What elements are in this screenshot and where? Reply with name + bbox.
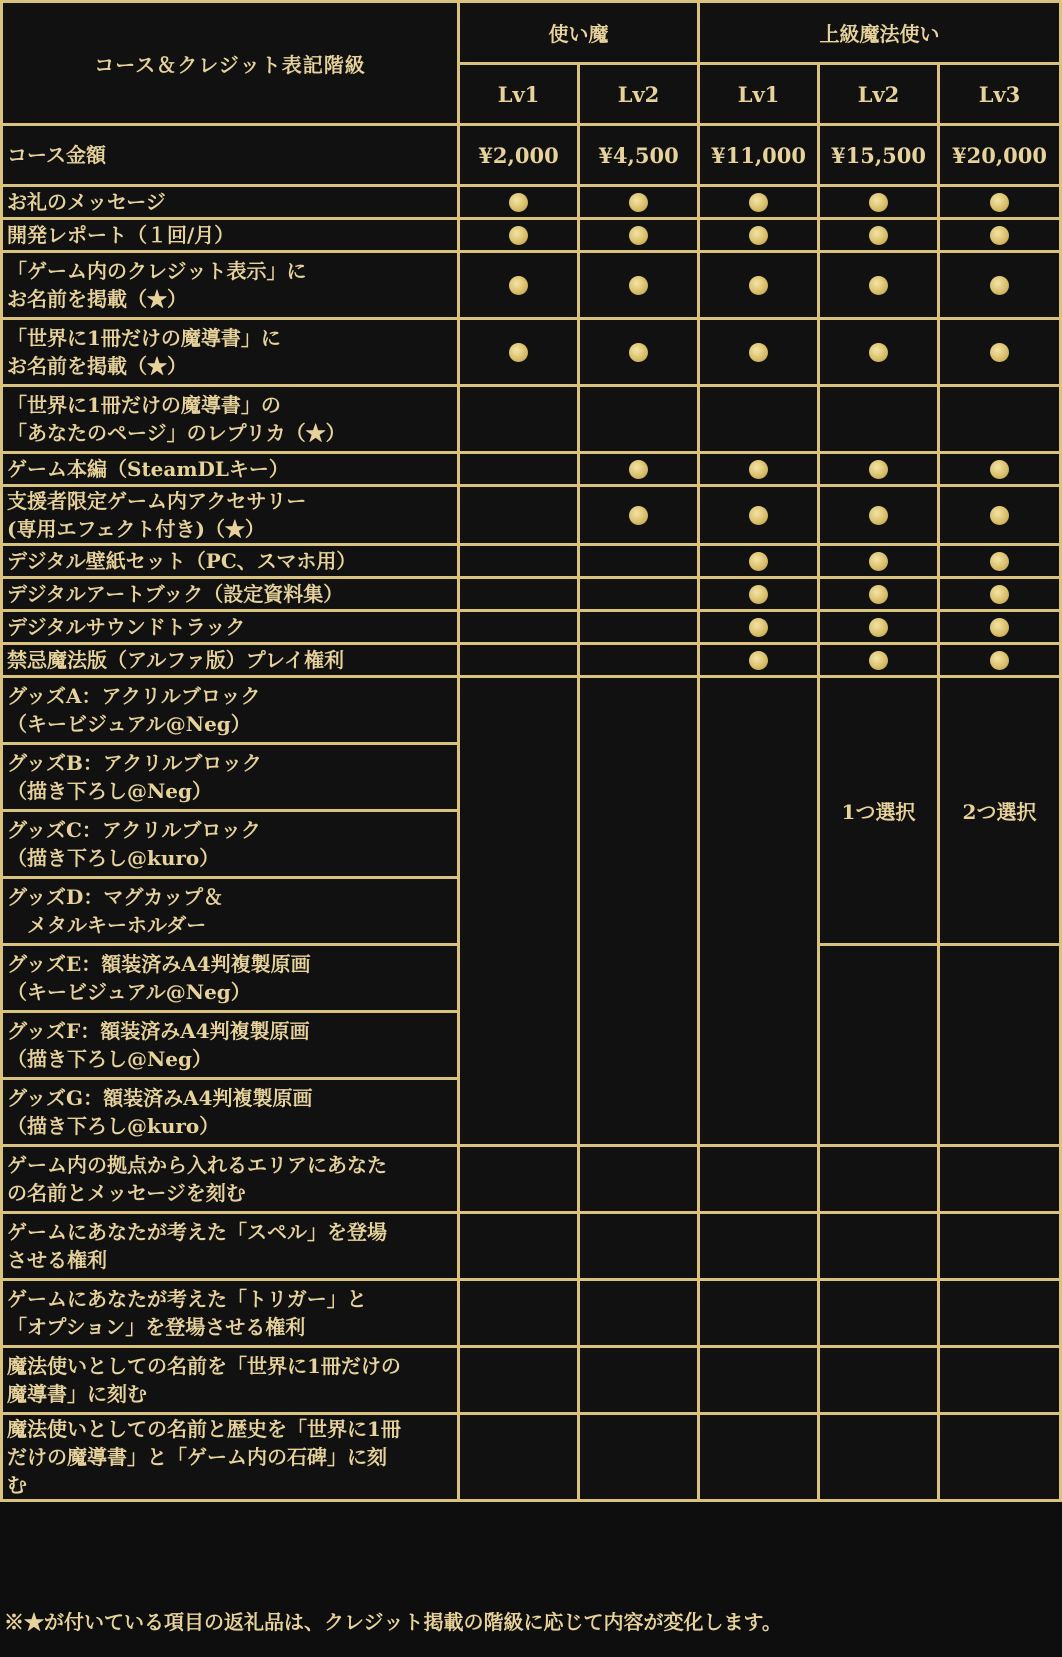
included-dot-icon xyxy=(749,343,768,362)
empty-cell xyxy=(460,546,577,576)
empty-cell xyxy=(460,1281,577,1345)
header-row-groups xyxy=(3,3,1059,62)
benefit-label: デジタルアートブック（設定資料集） xyxy=(3,579,457,609)
included-cell xyxy=(460,220,577,250)
empty-cell xyxy=(460,1415,577,1499)
price-label: コース金額 xyxy=(3,126,457,184)
included-cell xyxy=(580,187,697,217)
price-cell: ¥20,000 xyxy=(940,126,1059,184)
included-dot-icon xyxy=(749,585,768,604)
empty-cell xyxy=(940,1415,1059,1499)
included-cell xyxy=(940,612,1059,642)
empty-cell xyxy=(580,579,697,609)
included-cell xyxy=(940,320,1059,384)
included-cell xyxy=(820,487,937,543)
framed-goods-label: グッズG：額装済みA4判複製原画 （描き下ろし@kuro） xyxy=(3,1080,457,1144)
empty-cell xyxy=(700,1214,817,1278)
included-dot-icon xyxy=(869,343,888,362)
benefit-row xyxy=(3,253,1059,317)
price-cell: ¥2,000 xyxy=(460,126,577,184)
price-cell: ¥15,500 xyxy=(820,126,937,184)
benefit-label: 「世界に1冊だけの魔導書」に お名前を掲載（★） xyxy=(3,320,457,384)
included-dot-icon xyxy=(749,506,768,525)
empty-cell xyxy=(700,387,817,451)
benefit-row xyxy=(3,387,1059,451)
level-header: Lv1 xyxy=(700,65,817,123)
empty-cell xyxy=(460,579,577,609)
empty-cell xyxy=(820,387,937,451)
included-dot-icon xyxy=(749,193,768,212)
empty-cell xyxy=(940,1214,1059,1278)
included-dot-icon xyxy=(869,226,888,245)
benefit-label: ゲーム本編（SteamDLキー） xyxy=(3,454,457,484)
extra-reward-label: ゲームにあなたが考えた「トリガー」と 「オプション」を登場させる権利 xyxy=(3,1281,457,1345)
extra-reward-label: ゲーム内の拠点から入れるエリアにあなた の名前とメッセージを刻む xyxy=(3,1147,457,1211)
included-cell xyxy=(700,454,817,484)
included-dot-icon xyxy=(749,276,768,295)
included-dot-icon xyxy=(990,618,1009,637)
empty-cell xyxy=(700,1281,817,1345)
included-dot-icon xyxy=(990,585,1009,604)
included-cell xyxy=(580,454,697,484)
included-cell xyxy=(460,320,577,384)
benefit-label: デジタルサウンドトラック xyxy=(3,612,457,642)
benefit-label: 「世界に1冊だけの魔導書」の 「あなたのページ」のレプリカ（★） xyxy=(3,387,457,451)
empty-cell xyxy=(820,1281,937,1345)
empty-cell xyxy=(460,454,577,484)
included-cell xyxy=(700,187,817,217)
included-cell xyxy=(820,320,937,384)
included-cell xyxy=(700,220,817,250)
included-cell xyxy=(820,253,937,317)
included-cell xyxy=(700,487,817,543)
empty-cell xyxy=(580,1147,697,1211)
level-header: Lv2 xyxy=(580,65,697,123)
included-dot-icon xyxy=(629,193,648,212)
included-dot-icon xyxy=(749,651,768,670)
benefit-label: 「ゲーム内のクレジット表示」に お名前を掲載（★） xyxy=(3,253,457,317)
included-cell xyxy=(940,487,1059,543)
benefit-row xyxy=(3,187,1059,217)
included-cell xyxy=(820,187,937,217)
included-cell xyxy=(820,645,937,675)
empty-cell xyxy=(580,1348,697,1412)
included-cell xyxy=(700,579,817,609)
empty-cell xyxy=(700,678,817,1144)
empty-cell xyxy=(820,946,937,1144)
extra-reward-label: ゲームにあなたが考えた「スペル」を登場 させる権利 xyxy=(3,1214,457,1278)
table-title-cell: コース＆クレジット表記階級 xyxy=(3,3,457,123)
benefit-label: 支援者限定ゲーム内アクセサリー (専用エフェクト付き)（★） xyxy=(3,487,457,543)
included-cell xyxy=(460,253,577,317)
included-dot-icon xyxy=(990,276,1009,295)
empty-cell xyxy=(580,546,697,576)
extra-reward-row xyxy=(3,1147,1059,1211)
level-header: Lv2 xyxy=(820,65,937,123)
select-one-cell: 1つ選択 xyxy=(820,678,937,943)
footnote: ※★が付いている項目の返礼品は、クレジット掲載の階級に応じて内容が変化します。 xyxy=(4,1610,782,1634)
goods-label: グッズB：アクリルブロック （描き下ろし@Neg） xyxy=(3,745,457,809)
extra-reward-row xyxy=(3,1348,1059,1412)
included-cell xyxy=(820,579,937,609)
included-cell xyxy=(580,220,697,250)
included-cell xyxy=(820,546,937,576)
empty-cell xyxy=(580,678,697,1144)
empty-cell xyxy=(580,612,697,642)
included-dot-icon xyxy=(749,552,768,571)
goods-label: グッズC：アクリルブロック （描き下ろし@kuro） xyxy=(3,812,457,876)
empty-cell xyxy=(940,387,1059,451)
included-dot-icon xyxy=(990,193,1009,212)
benefit-row xyxy=(3,487,1059,543)
included-dot-icon xyxy=(869,585,888,604)
included-cell xyxy=(700,546,817,576)
empty-cell xyxy=(460,1348,577,1412)
benefit-label: 開発レポート（１回/月） xyxy=(3,220,457,250)
included-cell xyxy=(700,253,817,317)
empty-cell xyxy=(820,1214,937,1278)
extra-reward-row xyxy=(3,1415,1059,1499)
empty-cell xyxy=(460,678,577,1144)
included-dot-icon xyxy=(749,226,768,245)
included-dot-icon xyxy=(990,343,1009,362)
included-dot-icon xyxy=(869,651,888,670)
included-dot-icon xyxy=(509,226,528,245)
included-dot-icon xyxy=(990,506,1009,525)
framed-goods-label: グッズF：額装済みA4判複製原画 （描き下ろし@Neg） xyxy=(3,1013,457,1077)
benefit-row xyxy=(3,546,1059,576)
group-advanced-wizard: 上級魔法使い xyxy=(700,3,1059,62)
included-dot-icon xyxy=(990,651,1009,670)
included-dot-icon xyxy=(869,460,888,479)
included-dot-icon xyxy=(869,193,888,212)
extra-reward-row xyxy=(3,1281,1059,1345)
empty-cell xyxy=(820,1348,937,1412)
group-familiar: 使い魔 xyxy=(460,3,697,62)
empty-cell xyxy=(820,1415,937,1499)
included-dot-icon xyxy=(869,552,888,571)
included-dot-icon xyxy=(869,506,888,525)
included-dot-icon xyxy=(629,506,648,525)
included-cell xyxy=(580,320,697,384)
included-dot-icon xyxy=(869,618,888,637)
included-cell xyxy=(940,645,1059,675)
level-header: Lv3 xyxy=(940,65,1059,123)
empty-cell xyxy=(580,645,697,675)
included-cell xyxy=(940,454,1059,484)
benefit-label: デジタル壁紙セット（PC、スマホ用） xyxy=(3,546,457,576)
included-dot-icon xyxy=(749,460,768,479)
extra-reward-label: 魔法使いとしての名前を「世界に1冊だけの 魔導書」に刻む xyxy=(3,1348,457,1412)
included-dot-icon xyxy=(629,343,648,362)
included-dot-icon xyxy=(509,276,528,295)
benefit-row xyxy=(3,579,1059,609)
included-cell xyxy=(940,220,1059,250)
included-cell xyxy=(940,187,1059,217)
included-cell xyxy=(700,320,817,384)
empty-cell xyxy=(580,1214,697,1278)
empty-cell xyxy=(580,1415,697,1499)
included-cell xyxy=(580,487,697,543)
empty-cell xyxy=(460,612,577,642)
included-cell xyxy=(820,612,937,642)
included-cell xyxy=(700,645,817,675)
empty-cell xyxy=(940,946,1059,1144)
included-cell xyxy=(940,546,1059,576)
empty-cell xyxy=(820,1147,937,1211)
empty-cell xyxy=(940,1281,1059,1345)
included-cell xyxy=(940,253,1059,317)
price-cell: ¥11,000 xyxy=(700,126,817,184)
extra-reward-label: 魔法使いとしての名前と歴史を「世界に1冊 だけの魔導書」と「ゲーム内の石碑」に刻 む xyxy=(3,1415,457,1499)
benefit-row xyxy=(3,320,1059,384)
empty-cell xyxy=(460,645,577,675)
select-two-cell: 2つ選択 xyxy=(940,678,1059,943)
included-cell xyxy=(820,220,937,250)
included-cell xyxy=(460,187,577,217)
included-dot-icon xyxy=(990,552,1009,571)
included-dot-icon xyxy=(749,618,768,637)
empty-cell xyxy=(460,487,577,543)
included-dot-icon xyxy=(869,276,888,295)
benefit-row xyxy=(3,454,1059,484)
empty-cell xyxy=(700,1348,817,1412)
empty-cell xyxy=(460,1214,577,1278)
framed-goods-label: グッズE：額装済みA4判複製原画 （キービジュアル@Neg） xyxy=(3,946,457,1010)
price-row xyxy=(3,126,1059,184)
included-dot-icon xyxy=(990,226,1009,245)
included-dot-icon xyxy=(990,460,1009,479)
included-dot-icon xyxy=(509,193,528,212)
price-cell: ¥4,500 xyxy=(580,126,697,184)
included-cell xyxy=(820,454,937,484)
included-dot-icon xyxy=(629,276,648,295)
benefit-row xyxy=(3,612,1059,642)
empty-cell xyxy=(700,1415,817,1499)
empty-cell xyxy=(580,1281,697,1345)
included-cell xyxy=(700,612,817,642)
goods-label: グッズA：アクリルブロック （キービジュアル@Neg） xyxy=(3,678,457,742)
included-cell xyxy=(940,579,1059,609)
empty-cell xyxy=(940,1147,1059,1211)
empty-cell xyxy=(580,387,697,451)
benefit-label: 禁忌魔法版（アルファ版）プレイ権利 xyxy=(3,645,457,675)
extra-reward-row xyxy=(3,1214,1059,1278)
goods-row xyxy=(3,678,1059,742)
benefit-row xyxy=(3,645,1059,675)
benefit-row xyxy=(3,220,1059,250)
included-dot-icon xyxy=(629,460,648,479)
empty-cell xyxy=(940,1348,1059,1412)
included-cell xyxy=(580,253,697,317)
level-header: Lv1 xyxy=(460,65,577,123)
empty-cell xyxy=(460,1147,577,1211)
empty-cell xyxy=(700,1147,817,1211)
empty-cell xyxy=(460,387,577,451)
benefit-label: お礼のメッセージ xyxy=(3,187,457,217)
goods-label: グッズD：マグカップ＆ メタルキーホルダー xyxy=(3,879,457,943)
included-dot-icon xyxy=(629,226,648,245)
included-dot-icon xyxy=(509,343,528,362)
